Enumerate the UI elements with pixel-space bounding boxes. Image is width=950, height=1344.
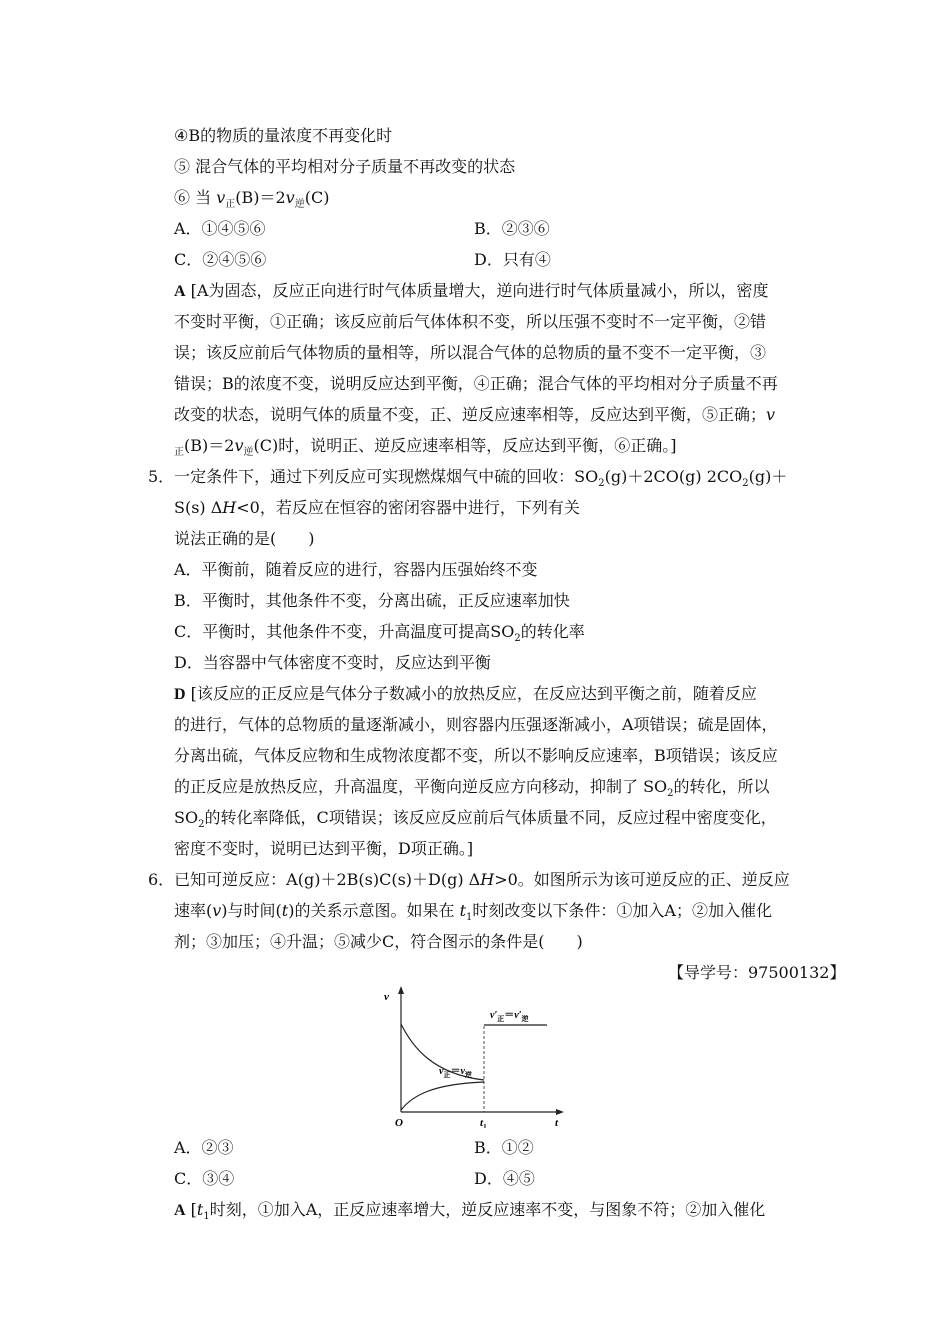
q5-stem-line: 5．一定条件下，通过下列反应可实现燃煤烟气中硫的回收：$SO_2(g)+2CO(g)$ $2CO_2(g)+$	[148, 467, 788, 489]
q4-explanation-line: $_正(B)=2v_逆(C)$时，说明正、逆反应速率相等，反应达到平衡，⑥正确。]	[174, 436, 677, 458]
equilibrium-label-after	[490, 1010, 529, 1023]
rate-time-diagram	[372, 986, 572, 1128]
svg-text:v′正＝v′逆: $v'_正=v'_逆$	[490, 1010, 529, 1023]
q5-explanation-line: 的进行，气体的总物质的量逐渐减小，则容器内压强逐渐减小，A项错误；硫是固体，	[174, 715, 778, 734]
q5-explanation-line: 的正反应是放热反应，升高温度，平衡向逆反应方向移动，抑制了 $SO_2$的转化，所以	[174, 777, 770, 799]
q5-choice-b: B．平衡时，其他条件不变，分离出硫，正反应速率加快	[174, 591, 570, 610]
q5-explanation-line: 分离出硫，气体反应物和生成物浓度都不变，所以不影响反应速率，B项错误；该反应	[174, 746, 778, 765]
q6-choice-b: B．①②	[474, 1138, 534, 1157]
q4-choice-a: A．①④⑤⑥	[174, 219, 266, 238]
q4-option-6: ⑥ 当 $v_正(B)=2v_逆(C)$	[174, 188, 330, 210]
q5-explanation-line: 密度不变时，说明已达到平衡，D项正确。]	[174, 839, 474, 858]
q5-stem-line: S(s) ΔH<0，若反应在恒容的密闭容器中进行，下列有关	[174, 498, 580, 517]
q4-option-5: ⑤ 混合气体的平均相对分子质量不再改变的状态	[174, 157, 516, 176]
t1-label	[480, 1117, 487, 1128]
q4-option-4: ④B的物质的量浓度不再变化时	[174, 126, 393, 145]
q4-answer: A	[174, 283, 186, 300]
q4-explanation-line: 误；该反应前后气体物质的量相等，所以混合气体的总物质的量不变不一定平衡，③	[174, 343, 767, 362]
guide-number: 【导学号：97500132】	[668, 963, 846, 982]
q4-choice-c: C．②④⑤⑥	[174, 250, 267, 269]
equilibrium-label-before	[439, 1066, 472, 1079]
q5-choice-d: D．当容器中气体密度不变时，反应达到平衡	[174, 653, 491, 672]
q6-stem-line: 6．已知可逆反应：A(g)＋2B(s)C(s)＋D(g) ΔH>0。如图所示为该可逆反应的正、逆反应	[148, 870, 790, 889]
svg-text:v正＝v逆: $v_正=v_逆$	[439, 1066, 472, 1079]
q6-stem-line: 速率(v)与时间(t)的关系示意图。如果在 $t_1$时刻改变以下条件：①加入A；②加入催化	[174, 901, 772, 923]
y-axis-label: v	[384, 991, 389, 1003]
q5-answer: D	[174, 686, 186, 703]
q4-explanation-line: 错误；B的浓度不变，说明反应达到平衡，④正确；混合气体的平均相对分子质量不再	[174, 374, 778, 393]
q6-choice-c: C．③④	[174, 1169, 235, 1188]
q6-choice-a: A．②③	[174, 1138, 234, 1157]
x-axis-label: t	[555, 1117, 559, 1128]
q6-stem-line: 剂；③加压；④升温；⑤减少C，符合图示的条件是( )	[174, 932, 583, 951]
q4-explanation-line: A [A为固态，反应正向进行时气体质量增大，逆向进行时气体质量减小，所以，密度	[174, 281, 769, 300]
q5-choice-c: C．平衡时，其他条件不变，升高温度可提高$SO_2$的转化率	[174, 622, 585, 644]
q5-choice-a: A．平衡前，随着反应的进行，容器内压强始终不变	[174, 560, 538, 579]
origin-label: O	[395, 1117, 403, 1128]
reverse-rate-curve	[401, 1082, 484, 1110]
q5-explanation-line: $SO_2$的转化率降低，C项错误；该反应反应前后气体质量不同，反应过程中密度变化，	[174, 808, 777, 830]
q4-explanation-line: 不变时平衡，①正确；该反应前后气体体积不变，所以压强不变时不一定平衡，②错	[174, 312, 767, 331]
rate-time-svg	[372, 986, 572, 1128]
q5-stem-line: 说法正确的是( )	[174, 529, 315, 548]
y-axis-arrow	[398, 986, 404, 994]
q4-choice-d: D．只有④	[474, 250, 551, 269]
q6-choice-d: D．④⑤	[474, 1169, 535, 1188]
x-axis-arrow	[556, 1109, 564, 1115]
q4-explanation-line: 改变的状态，说明气体的质量不变，正、逆反应速率相等，反应达到平衡，⑤正确；v	[174, 405, 776, 424]
q4-choice-b: B．②③⑥	[474, 219, 550, 238]
q6-explanation-line: A [$t_1$时刻，①加入A，正反应速率增大，逆反应速率不变，与图象不符；②加入催化	[174, 1200, 766, 1222]
q5-explanation-line: D [该反应的正反应是气体分子数减小的放热反应，在反应达到平衡之前，随着反应	[174, 684, 757, 703]
svg-text:t1: $t_1$	[480, 1117, 487, 1128]
q6-answer: A	[174, 1202, 186, 1219]
